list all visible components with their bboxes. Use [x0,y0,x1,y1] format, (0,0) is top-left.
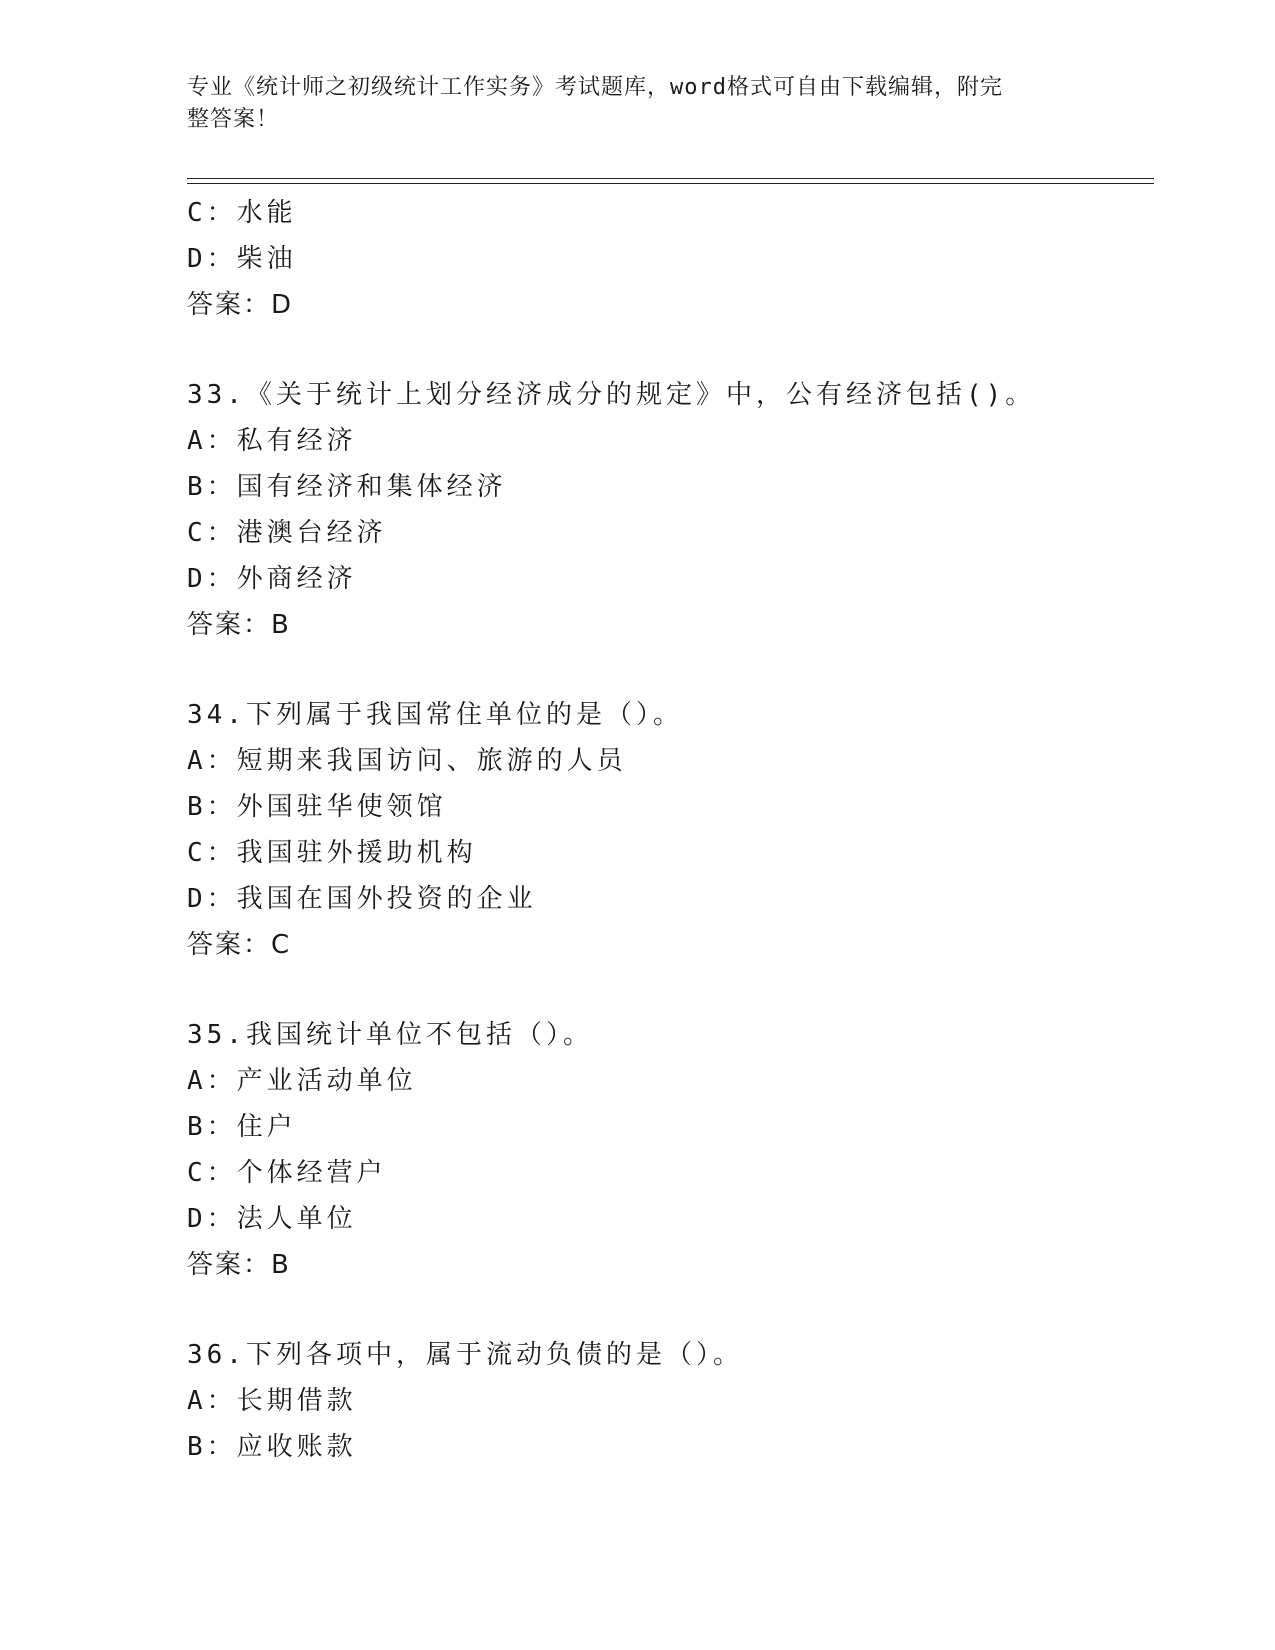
question-34: 34.下列属于我国常住单位的是（）。 [187,700,683,730]
option-b: B：住户 [187,1112,297,1142]
option-c: C：水能 [187,198,297,228]
header-line-1: 专业《统计师之初级统计工作实务》考试题库，word格式可自由下载编辑，附完 [187,75,1003,100]
option-b: B：应收账款 [187,1432,357,1462]
option-d: D：法人单位 [187,1204,357,1234]
option-b: B：国有经济和集体经济 [187,472,507,502]
question-36: 36.下列各项中，属于流动负债的是（）。 [187,1340,743,1370]
question-list [187,190,1154,1470]
option-a: A：长期借款 [187,1386,357,1416]
header-rule-bottom [187,183,1154,184]
option-a: A：私有经济 [187,426,357,456]
header-rule-top [187,178,1154,179]
option-b: B：外国驻华使领馆 [187,792,447,822]
option-c: C：个体经营户 [187,1158,387,1188]
question-35: 35.我国统计单位不包括（）。 [187,1020,593,1050]
option-c: C：港澳台经济 [187,518,387,548]
document-header [187,72,1067,136]
header-line-2: 整答案！ [187,107,280,132]
option-c: C：我国驻外援助机构 [187,838,477,868]
answer: 答案：C [187,930,292,960]
answer: 答案：B [187,1250,291,1280]
option-a: A：产业活动单位 [187,1066,417,1096]
option-a: A：短期来我国访问、旅游的人员 [187,746,627,776]
answer: 答案：D [187,290,294,320]
option-d: D：我国在国外投资的企业 [187,884,537,914]
question-33: 33.《关于统计上划分经济成分的规定》中，公有经济包括()。 [187,380,1036,410]
answer: 答案：B [187,610,291,640]
option-d: D：柴油 [187,244,297,274]
option-d: D：外商经济 [187,564,357,594]
